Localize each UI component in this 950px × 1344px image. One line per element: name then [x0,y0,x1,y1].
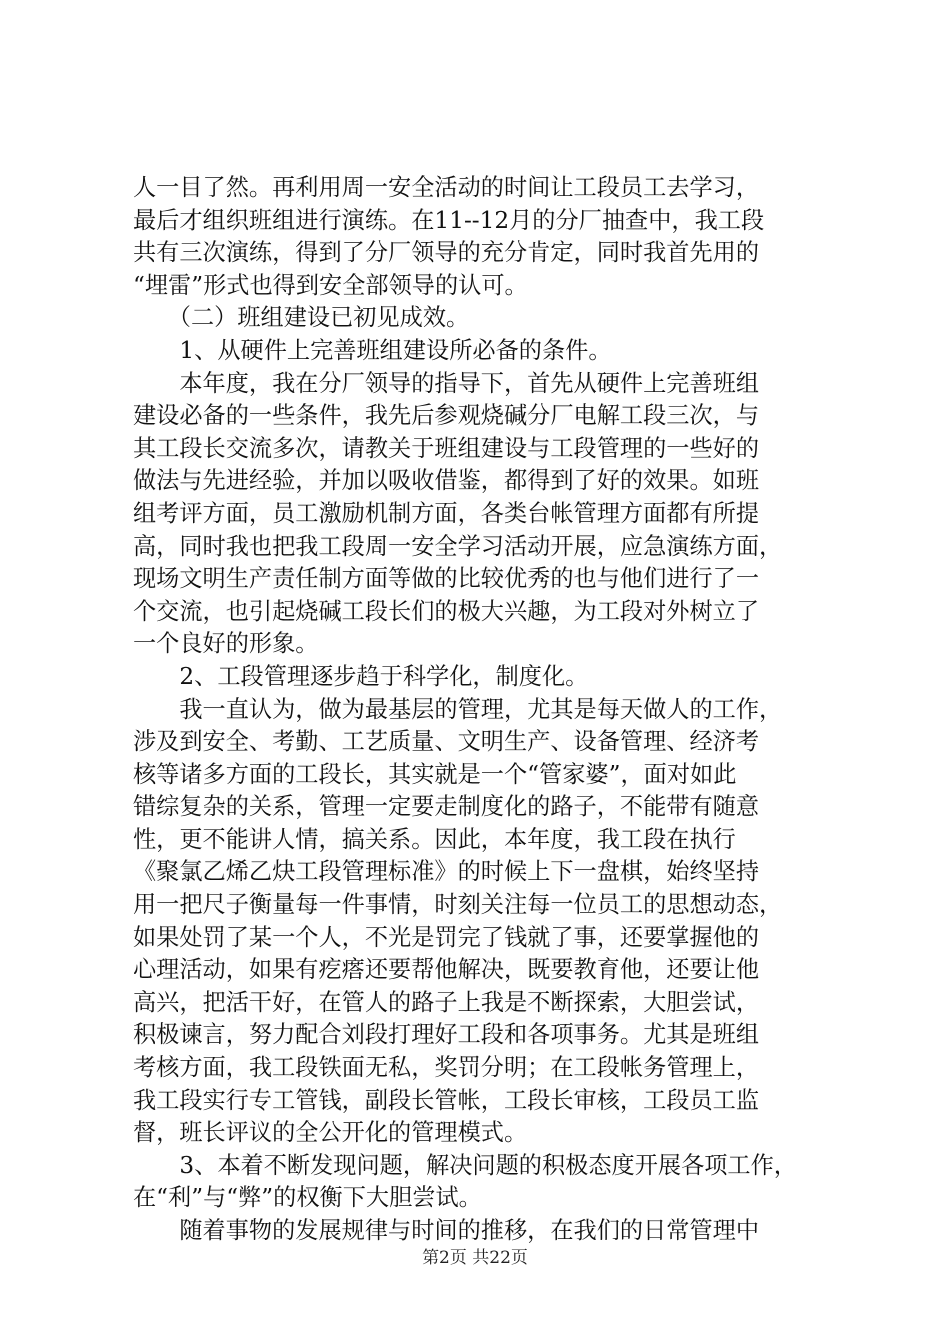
text-line: 建设必备的一些条件，我先后参观烧碱分厂电解工段三次，与 [133,402,760,430]
text-line: 如果处罚了某一个人，不光是罚完了钱就了事，还要掌握他的 [133,923,760,951]
text-line: 高，同时我也把我工段周一安全学习活动开展，应急演练方面， [133,532,783,560]
text-line: 本年度，我在分厂领导的指导下，首先从硬件上完善班组 [133,369,760,397]
text-line: 性，更不能讲人情，搞关系。因此，本年度，我工段在执行 [133,825,736,853]
text-line: 个交流，也引起烧碱工段长们的极大兴趣，为工段对外树立了 [133,597,760,625]
section-heading: （二）班组建设已初见成效。 [133,304,470,332]
text-line: 核等诸多方面的工段长，其实就是一个“管家婆”，面对如此 [133,760,737,788]
text-line: 组考评方面，员工激励机制方面，各类台帐管理方面都有所提 [133,499,760,527]
text-line: 错综复杂的关系，管理一定要走制度化的路子，不能带有随意 [133,793,760,821]
body-text [133,172,833,1248]
text-line: 用一把尺子衡量每一件事情，时刻关注每一位员工的思想动态， [133,891,783,919]
subsection-heading: 1、从硬件上完善班组建设所必备的条件。 [133,336,612,364]
subsection-heading: 2、工段管理逐步趋于科学化，制度化。 [133,662,589,690]
text-line: 督，班长评议的全公开化的管理模式。 [133,1119,528,1147]
text-line: 《聚氯乙烯乙炔工段管理标准》的时候上下一盘棋，始终坚持 [133,858,760,886]
text-line: 最后才组织班组进行演练。在11--12月的分厂抽查中，我工段 [133,206,765,234]
text-line: “埋雷”形式也得到安全部领导的认可。 [133,271,528,299]
page-footer: 第2页 共22页 [422,1248,528,1268]
text-line: 共有三次演练，得到了分厂领导的充分肯定，同时我首先用的 [133,239,760,267]
text-line: 我工段实行专工管钱，副段长管帐，工段长审核，工段员工监 [133,1086,760,1114]
subsection-heading: 3、本着不断发现问题，解决问题的积极态度开展各项工作， [133,1151,797,1179]
text-line: 心理活动，如果有疙瘩还要帮他解决，既要教育他，还要让他 [133,956,760,984]
text-line: 其工段长交流多次，请教关于班组建设与工段管理的一些好的 [133,434,760,462]
text-line: 高兴，把活干好，在管人的路子上我是不断探索，大胆尝试， [133,988,760,1016]
text-line: 涉及到安全、考勤、工艺质量、文明生产、设备管理、经济考 [133,728,760,756]
text-line: 我一直认为，做为最基层的管理，尤其是每天做人的工作， [133,695,783,723]
text-line: 做法与先进经验，并加以吸收借鉴，都得到了好的效果。如班 [133,467,760,495]
text-line: 现场文明生产责任制方面等做的比较优秀的也与他们进行了一 [133,565,760,593]
text-line: 在“利”与“弊”的权衡下大胆尝试。 [133,1184,482,1212]
text-line: 一个良好的形象。 [133,630,319,658]
text-line: 随着事物的发展规律与时间的推移，在我们的日常管理中 [133,1217,760,1244]
text-line: 人一目了然。再利用周一安全活动的时间让工段员工去学习， [133,174,760,201]
text-line: 考核方面，我工段铁面无私，奖罚分明；在工段帐务管理上， [133,1054,760,1082]
text-line: 积极谏言，努力配合刘段打理好工段和各项事务。尤其是班组 [133,1021,760,1049]
